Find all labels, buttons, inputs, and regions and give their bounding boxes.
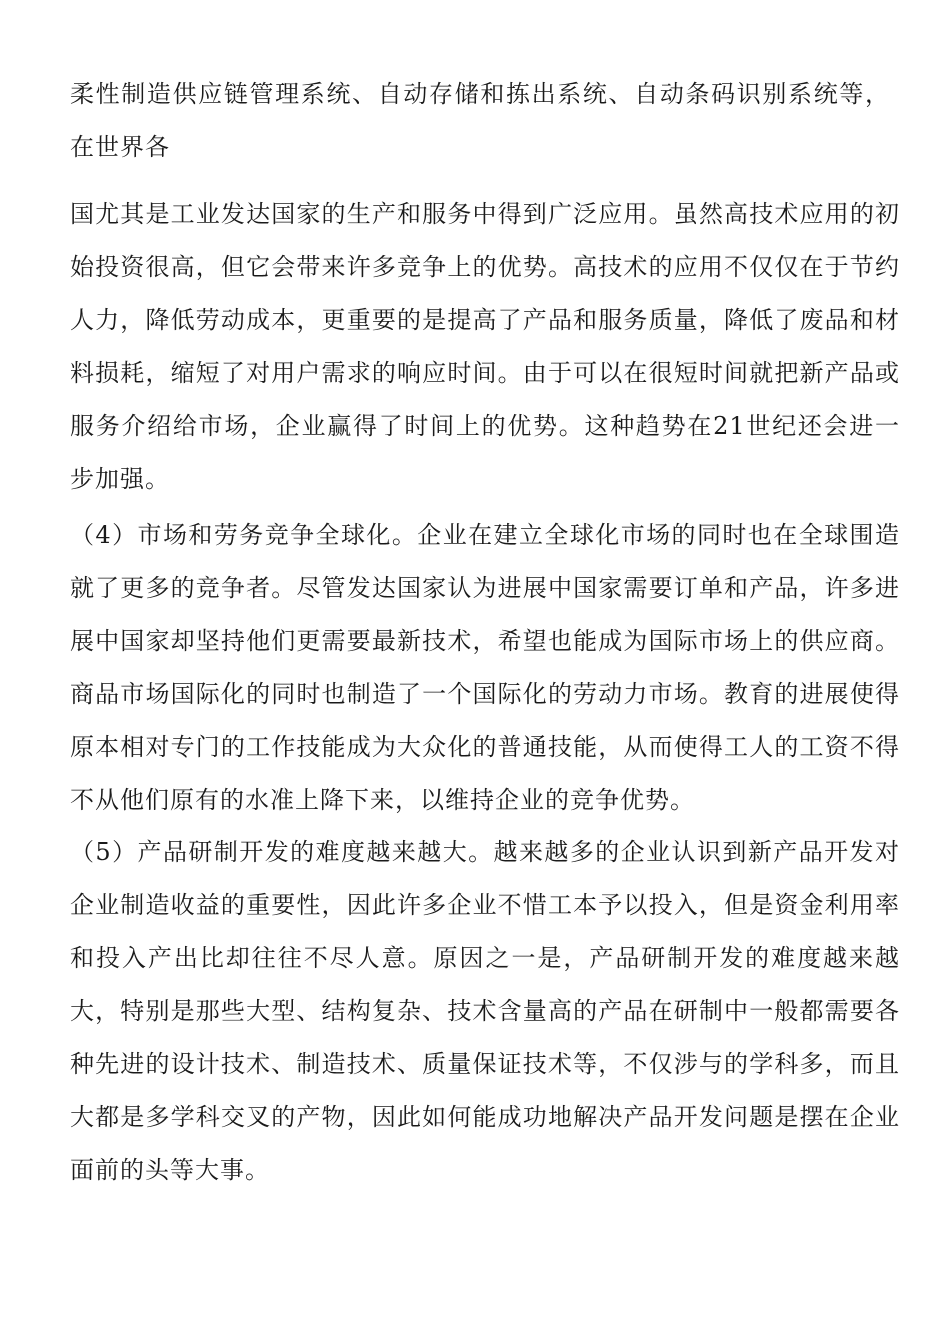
paragraph-1: 柔性制造供应链管理系统、自动存储和拣出系统、自动条码识别系统等，在世界各 — [70, 80, 890, 161]
paragraph-3: （4）市场和劳务竞争全球化。企业在建立全球化市场的同时也在全球围造就了更多的竞争者。尽管发达国家认为进展中国家需要订单和产品，许多进展中国家却坚持他们更需要最新技术，希望也能成为国际市场上的供应商。商品市场国际化的同时也制造了一个国际化的劳动力市场。教育的进展使得原本相对专门的工作技能成为大众化的普通技能，从而使得工人的工资不得不从他们原有的水准上降下来，以维持企业的竞争优势。 — [70, 521, 900, 814]
paragraph-2: 国尤其是工业发达国家的生产和服务中得到广泛应用。虽然高技术应用的初始投资很高，但它会带来许多竞争上的优势。高技术的应用不仅仅在于节约人力，降低劳动成本，更重要的是提高了产品和服务质量，降低了废品和材料损耗，缩短了对用户需求的响应时间。由于可以在很短时间就把新产品或服务介绍给市场，企业赢得了时间上的优势。这种趋势在21世纪还会进一步加强。 — [70, 200, 900, 493]
paragraph-4: （5）产品研制开发的难度越来越大。越来越多的企业认识到新产品开发对企业制造收益的重要性，因此许多企业不惜工本予以投入，但是资金利用率和投入产出比却往往不尽人意。原因之一是，产品研制开发的难度越来越大，特别是那些大型、结构复杂、技术含量高的产品在研制中一般都需要各种先进的设计技术、制造技术、质量保证技术等，不仅涉与的学科多，而且大都是多学科交叉的产物，因此如何能成功地解决产品开发问题是摆在企业面前的头等大事。 — [70, 838, 900, 1184]
